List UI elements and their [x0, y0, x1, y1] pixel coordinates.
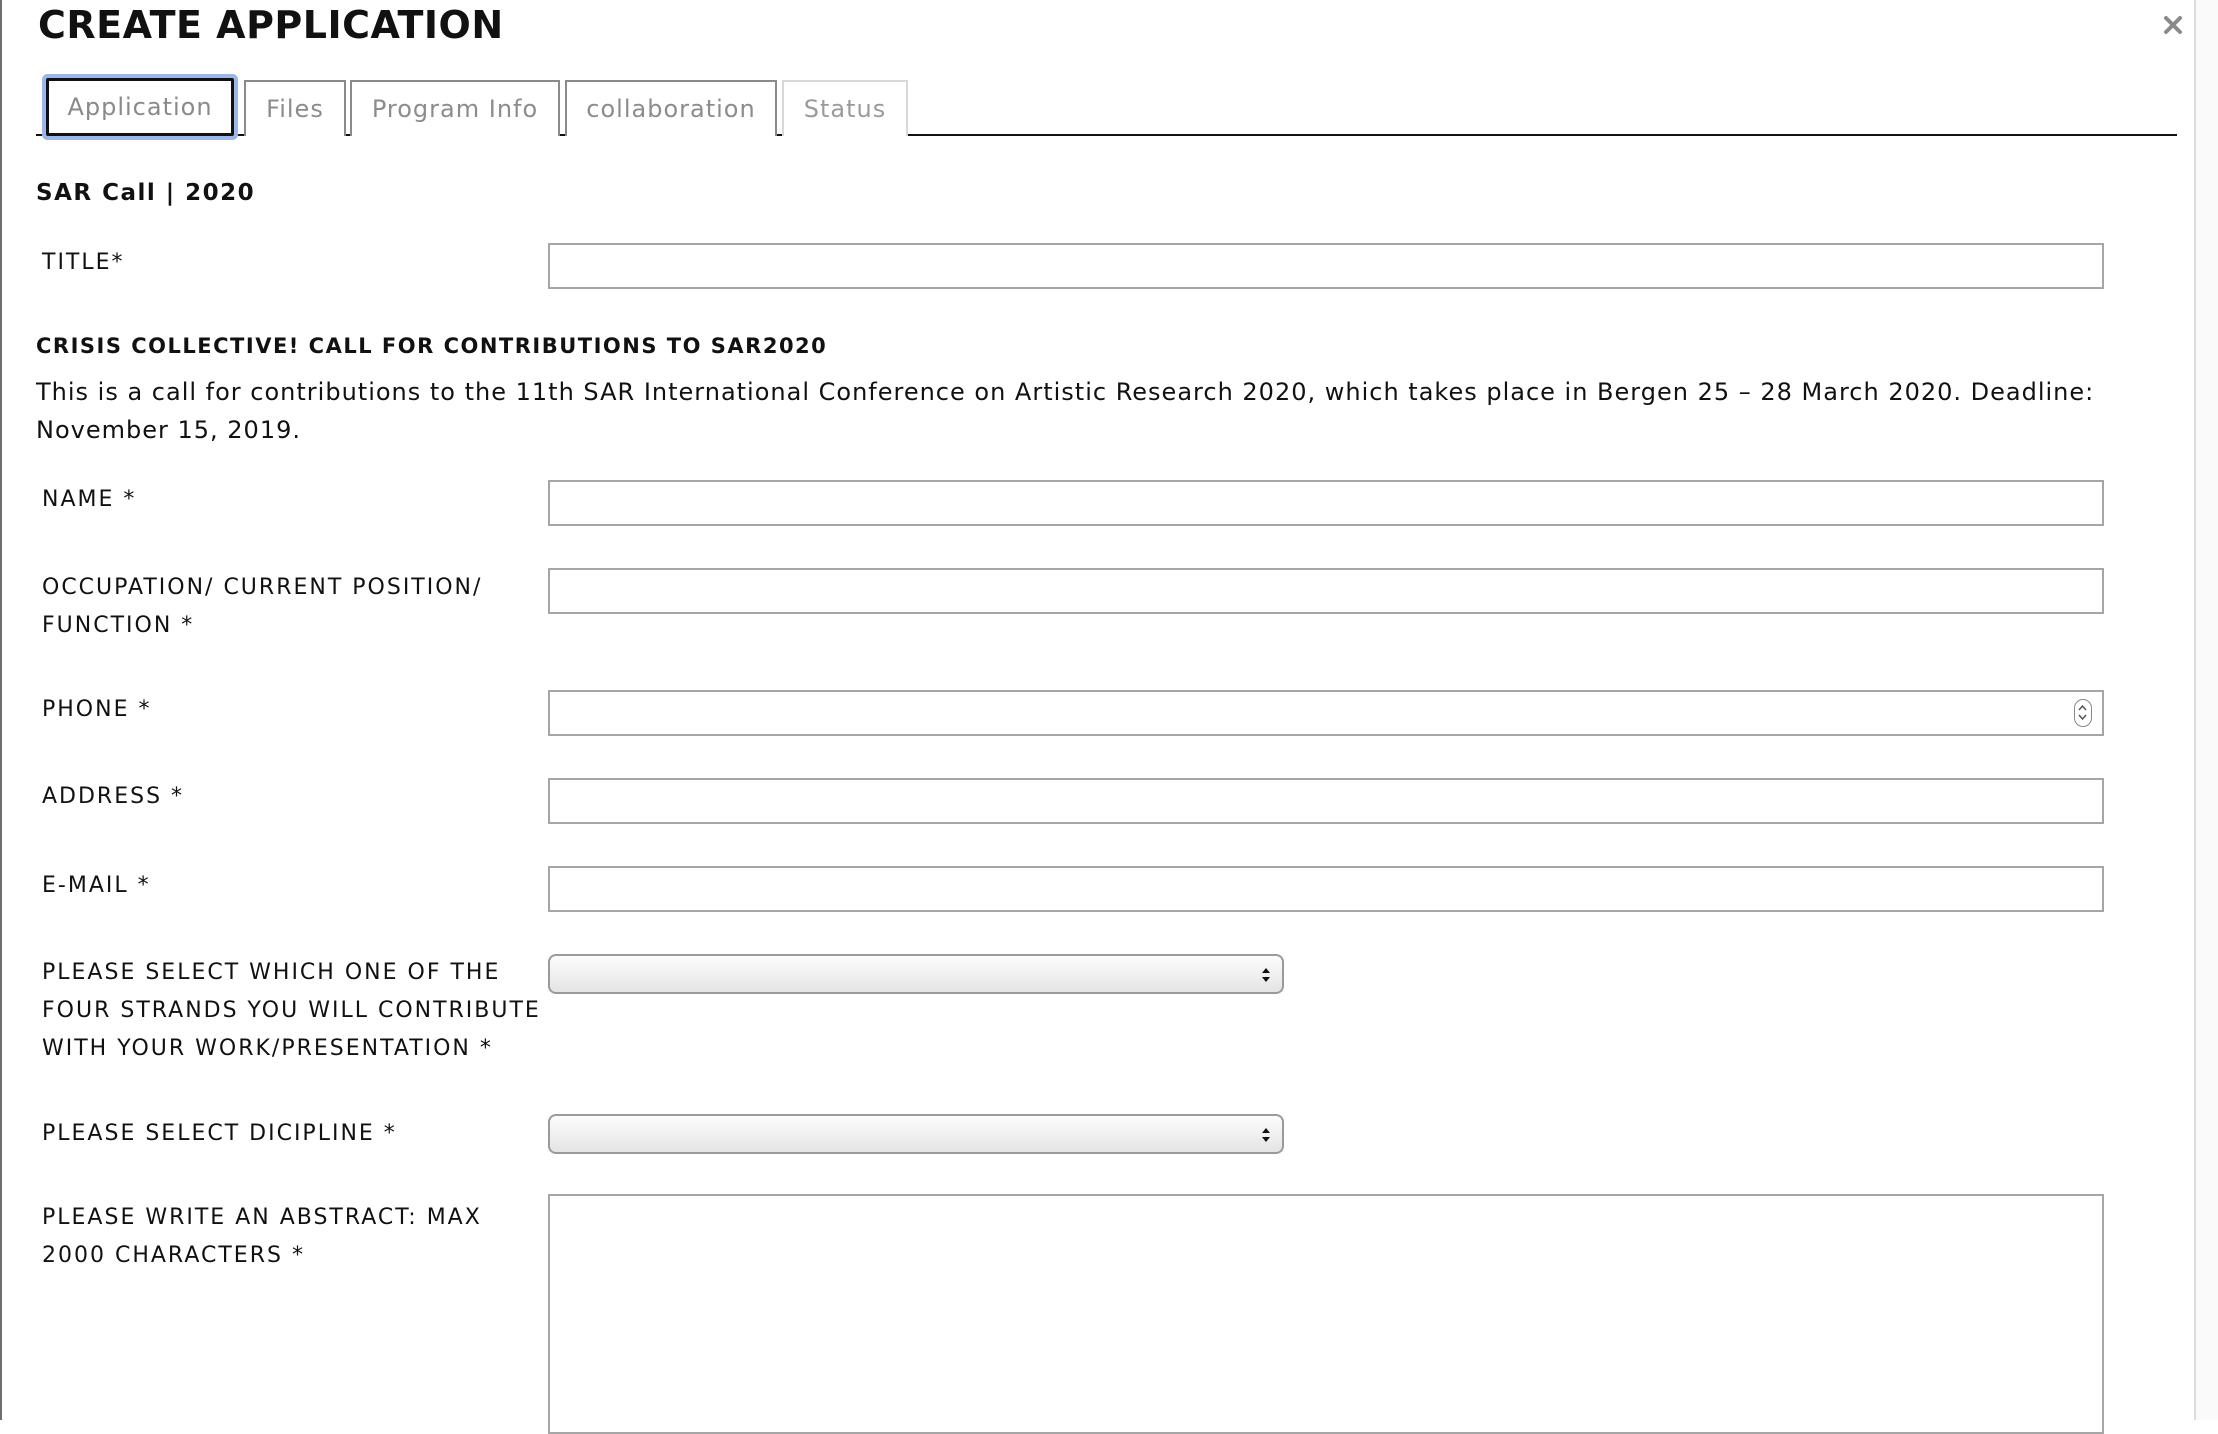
call-description: This is a call for contributions to the 11th SAR International Conference on Artistic Research 2020, which takes place in Bergen 25 – 28 March 2020. Deadline: November 15, 2019.	[36, 378, 2095, 444]
title-label: TITLE*	[42, 250, 125, 275]
occupation-label: OCCUPATION/ CURRENT POSITION/ FUNCTION *	[42, 575, 483, 638]
address-input[interactable]	[548, 778, 2104, 824]
section-heading: CRISIS COLLECTIVE! CALL FOR CONTRIBUTIONS TO SAR2020	[36, 334, 828, 358]
phone-spinner[interactable]	[2074, 699, 2092, 727]
discipline-label: PLEASE SELECT DICIPLINE *	[42, 1121, 397, 1146]
tab-bar	[36, 74, 2177, 136]
name-label: NAME *	[42, 487, 137, 512]
scrollbar[interactable]	[2194, 0, 2218, 1420]
phone-input[interactable]	[548, 690, 2104, 736]
close-button[interactable]	[2158, 8, 2188, 40]
address-label: ADDRESS *	[42, 784, 185, 809]
close-icon	[2158, 8, 2188, 40]
strand-label: PLEASE SELECT WHICH ONE OF THE FOUR STRANDS YOU WILL CONTRIBUTE WITH YOUR WORK/PRESENTATION *	[42, 960, 541, 1061]
discipline-select[interactable]	[548, 1114, 1284, 1154]
email-label: E-MAIL *	[42, 873, 151, 898]
select-arrows-icon	[1260, 1124, 1272, 1146]
call-heading: SAR Call | 2020	[36, 180, 256, 206]
strand-select[interactable]	[548, 954, 1284, 994]
tab-collaboration[interactable]: collaboration	[565, 80, 777, 136]
name-input[interactable]	[548, 480, 2104, 526]
tab-program-info[interactable]: Program Info	[350, 80, 560, 136]
phone-label: PHONE *	[42, 697, 152, 722]
spinner-arrows-icon	[2075, 700, 2090, 725]
occupation-input[interactable]	[548, 568, 2104, 614]
abstract-label: PLEASE WRITE AN ABSTRACT: MAX 2000 CHARACTERS *	[42, 1205, 482, 1268]
abstract-textarea[interactable]	[548, 1194, 2104, 1434]
email-input[interactable]	[548, 866, 2104, 912]
tab-files[interactable]: Files	[244, 80, 346, 136]
tab-application[interactable]: Application	[46, 78, 234, 136]
title-input[interactable]	[548, 243, 2104, 289]
tab-status[interactable]: Status	[782, 80, 908, 136]
dialog-title: CREATE APPLICATION	[38, 3, 504, 47]
select-arrows-icon	[1260, 964, 1272, 986]
